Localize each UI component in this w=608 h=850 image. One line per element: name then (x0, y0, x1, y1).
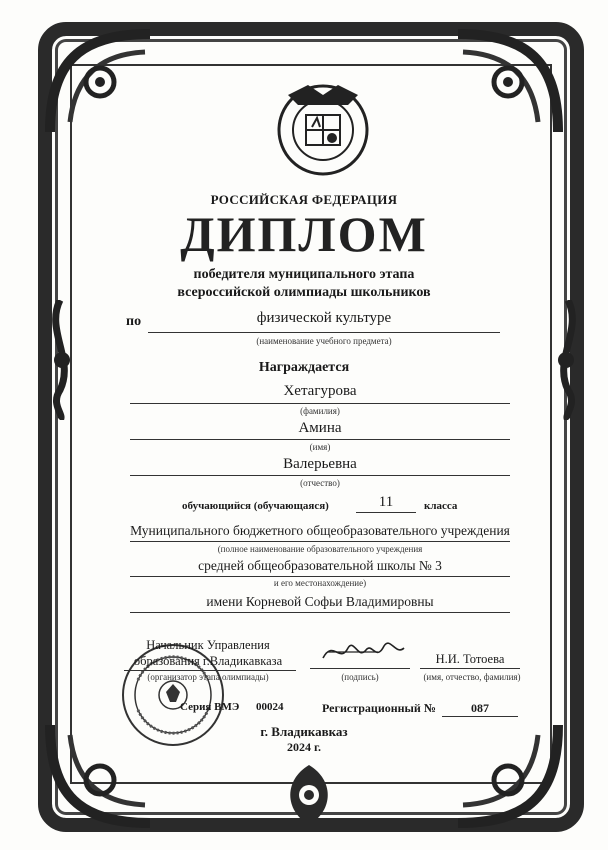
subject-line (148, 332, 500, 333)
name-caption: (имя) (309, 442, 331, 452)
bottom-center-ornament (274, 760, 344, 830)
subtitle-line-1: победителя муниципального этапа (193, 267, 415, 282)
series-label: Серия ВМЭ (180, 701, 240, 713)
organizer-caption: (организатор этапа олимпиады) (147, 672, 269, 682)
organizer-line-1: Начальник Управления (146, 638, 270, 652)
surname-line (130, 403, 510, 404)
year-label: 2024 г. (286, 740, 322, 754)
country-heading: РОССИЙСКАЯ ФЕДЕРАЦИЯ (210, 192, 398, 207)
patronymic-line (130, 475, 510, 476)
signature-caption: (подпись) (341, 672, 379, 682)
page-title: ДИПЛОМ (180, 206, 428, 262)
grade-line (356, 512, 416, 513)
subject-prefix: по (126, 314, 142, 329)
grade-suffix: класса (424, 500, 458, 512)
signer-name: Н.И. Тотоева (435, 652, 505, 666)
grade-value: 11 (378, 494, 394, 510)
name-value: Амина (298, 420, 342, 436)
patronymic-caption: (отчество) (300, 478, 340, 488)
registration-rule (442, 716, 518, 717)
subject-value: физической культуре (256, 310, 392, 326)
school-line-2: средней общеобразовательной школы № 3 (198, 558, 442, 573)
organizer-line-2: образования г.Владикавказа (133, 654, 283, 668)
grade-prefix: обучающийся (обучающаяся) (182, 500, 329, 512)
school-line-3: имени Корневой Софьи Владимировны (206, 594, 434, 609)
school-line-1: Муниципального бюджетного общеобразовательного учреждения (130, 523, 510, 538)
awarded-label: Награждается (258, 360, 350, 375)
corner-ornament-top-left (40, 22, 170, 142)
school-line-2-rule (130, 576, 510, 577)
patronymic-value: Валерьевна (283, 456, 357, 472)
signer-rule (420, 668, 520, 669)
signer-caption: (имя, отчество, фамилия) (423, 672, 521, 682)
corner-ornament-top-right (438, 22, 568, 142)
school-caption-1: (полное наименование образовательного учреждения (217, 544, 423, 554)
school-line-3-rule (130, 612, 510, 613)
series-number: 00024 (256, 701, 284, 713)
subtitle-line-2: всероссийской олимпиады школьников (177, 285, 431, 300)
surname-value: Хетагурова (283, 383, 357, 399)
name-line (130, 439, 510, 440)
handwritten-signature (318, 634, 408, 670)
olympiad-emblem-icon (268, 70, 378, 180)
organizer-rule (124, 670, 296, 671)
surname-caption: (фамилия) (300, 406, 340, 416)
city-label: г. Владикавказ (260, 724, 348, 739)
signature-rule (310, 668, 410, 669)
registration-number: 087 (471, 701, 489, 715)
school-caption-2: и его местонахождение) (273, 578, 367, 588)
subject-caption: (наименование учебного предмета) (256, 336, 392, 346)
registration-label: Регистрационный № (322, 701, 436, 715)
school-line-1-rule (130, 541, 510, 542)
